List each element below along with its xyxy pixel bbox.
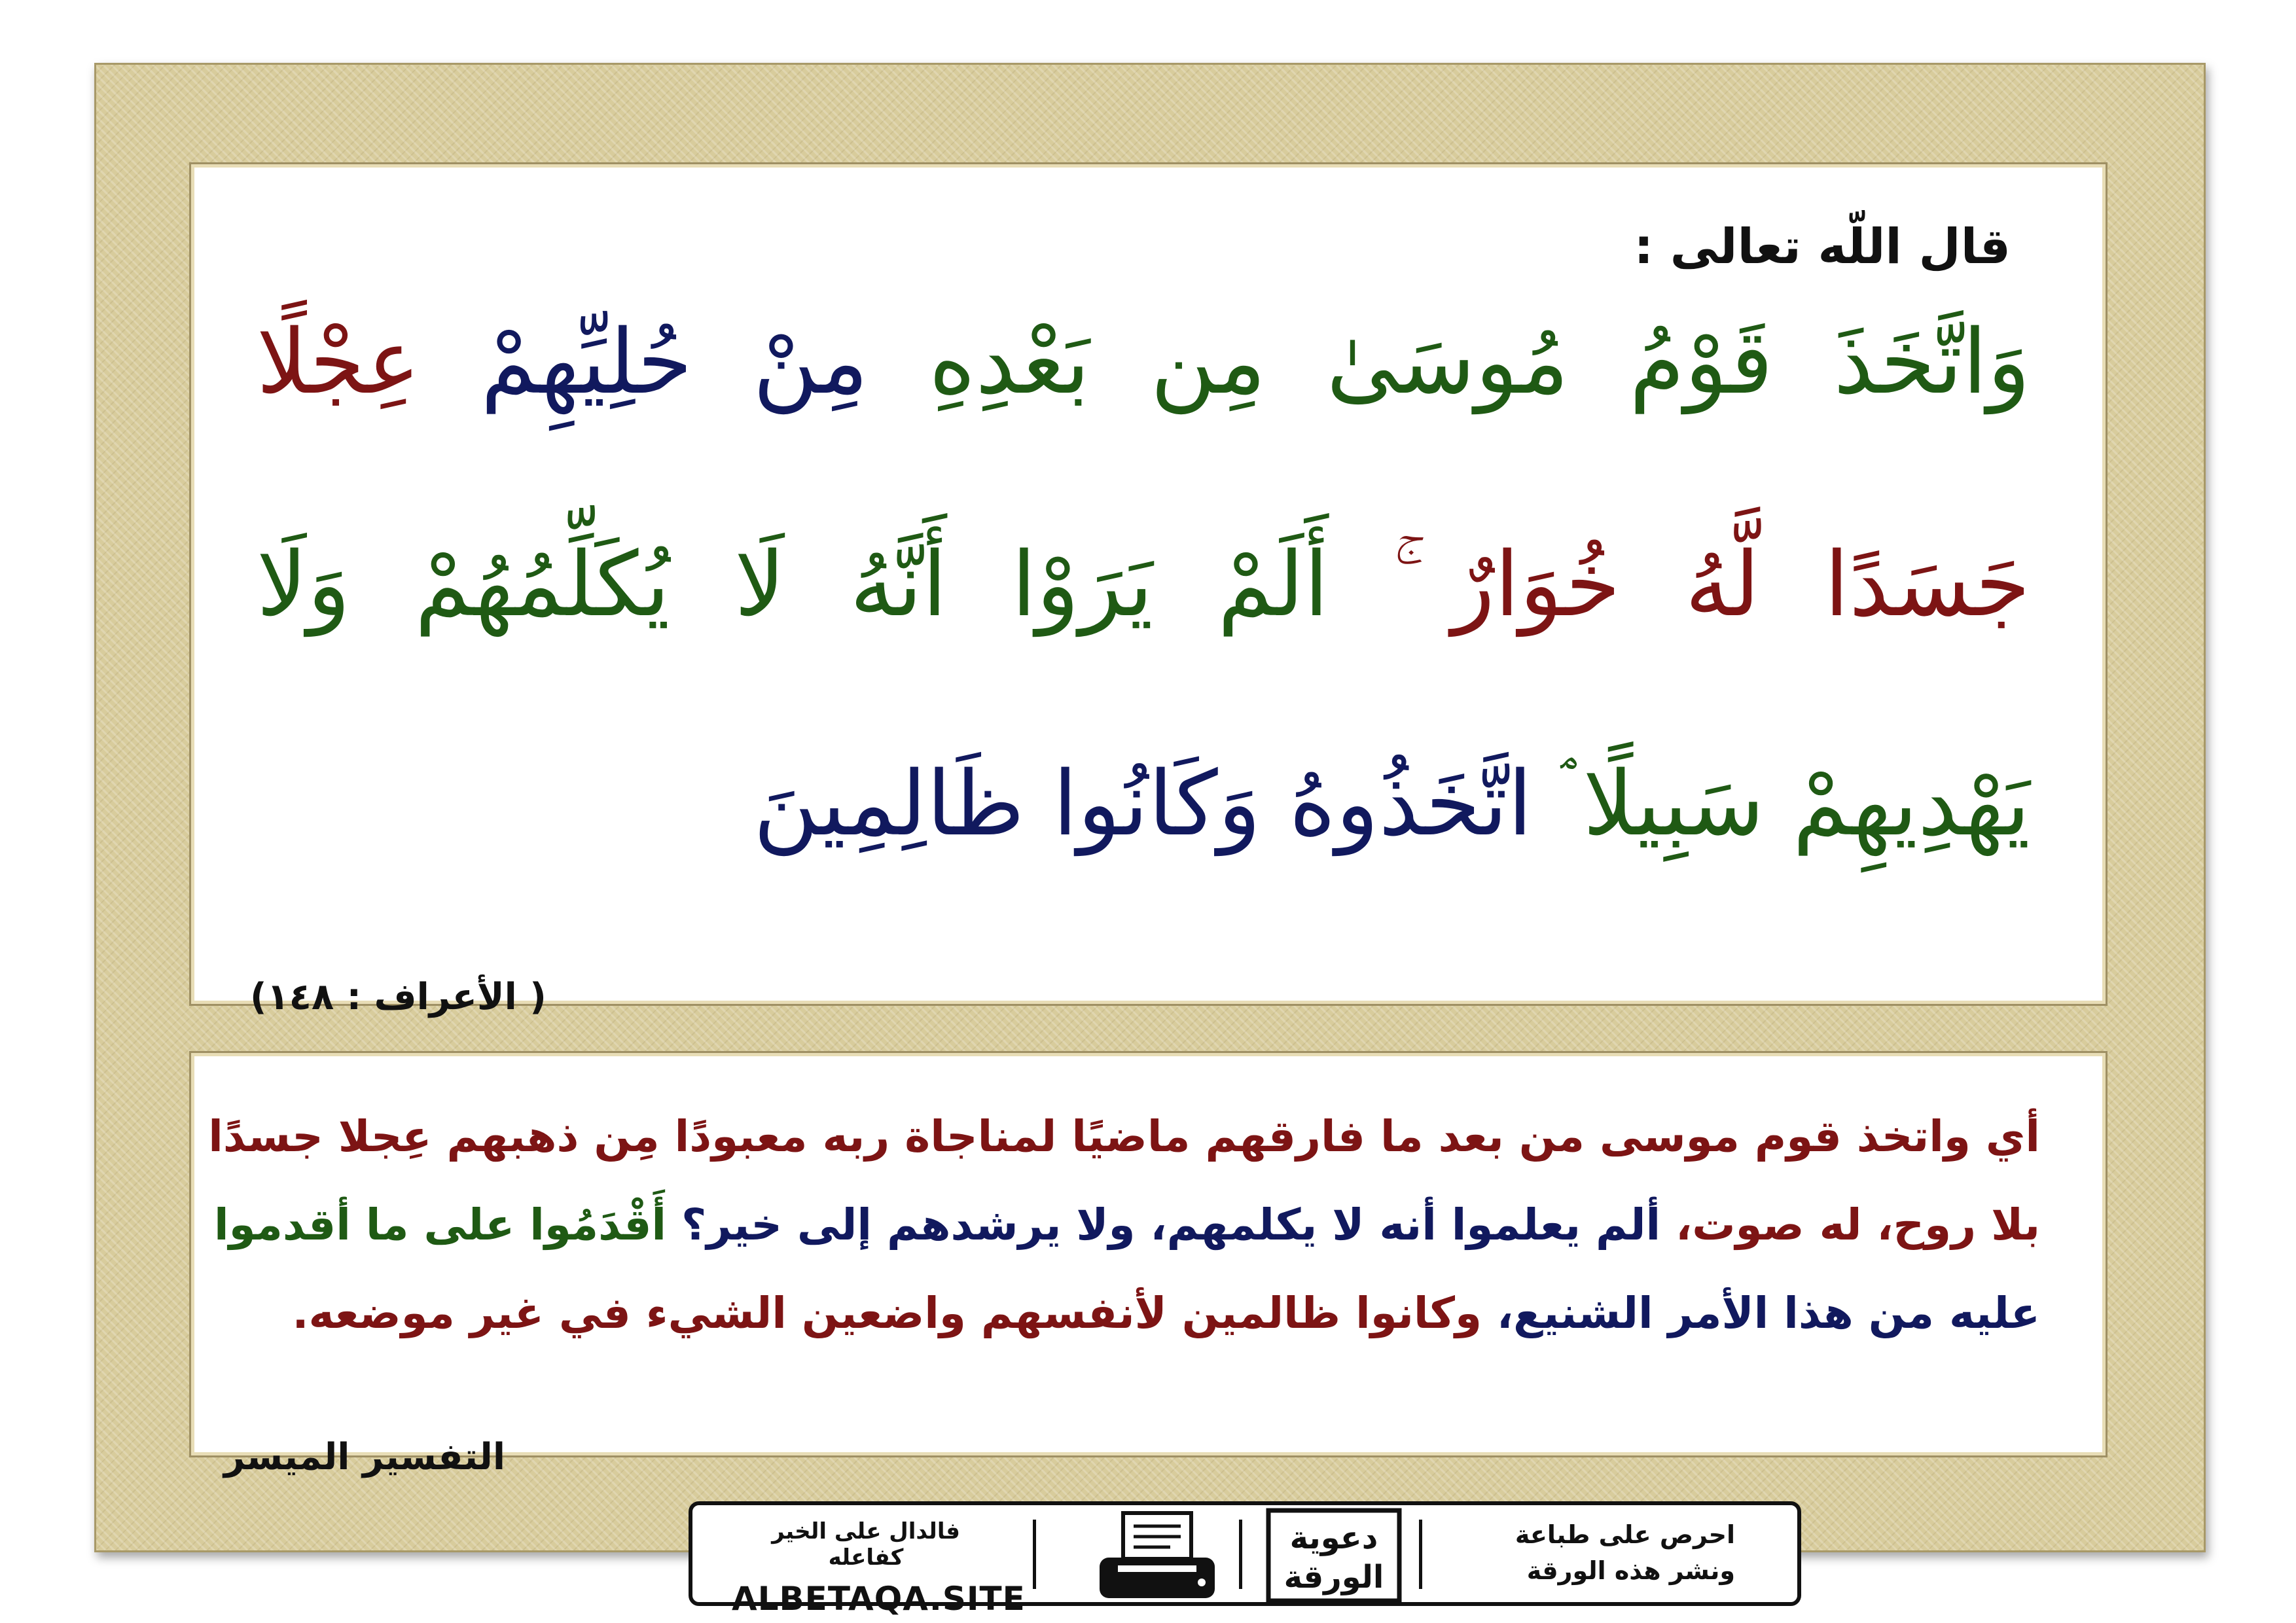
verse-word: لَا [734,533,785,637]
verse-word: لَّهُ [1685,533,1760,637]
verse-word: يَرَوْا [1011,533,1153,637]
tafsir-segment: وكانوا ظالمين لأنفسهم واضعين الشيء في غير موضعه. [292,1288,1482,1338]
decorative-frame [94,63,2206,1618]
verse-word: يُكَلِّمُهُمْ [414,533,670,637]
verse-word: عِجْلًا [257,311,421,414]
verse-word: أَنَّهُ [850,533,947,637]
tafsir-line-3 [292,1288,2040,1338]
verse-word: اتَّخَذُوهُ [1289,753,1533,856]
verse-word: قَوْمُ [1629,311,1774,414]
footer-bar [689,1501,1801,1618]
verse-word: مِن [1150,311,1266,414]
site-link[interactable]: ALBETAQA.SITE [732,1580,1026,1618]
tafsir-segment: أَقْدَمُوا على ما أقدموا [214,1200,667,1250]
verse-panel [194,168,2102,1018]
logo-text-top: دعوية [1289,1520,1378,1556]
footer-divider [1419,1520,1422,1589]
verse-word: بَعْدِهِ [929,311,1090,414]
footer-note-line-1: احرص على طباعة [1515,1520,1735,1549]
tafsir-panel [194,1056,2102,1452]
verse-word: مِنْ [753,311,869,414]
verse-word: ظَالِمِينَ [753,753,1025,856]
tafsir-line-1: أي واتخذ قوم موسى من بعد ما فارقهم ماضيًا لمناجاة ربه معبودًا مِن ذهبهم عِجلا جسدًا [208,1111,2040,1162]
verse-word: حُلِيِّهِمْ [480,311,692,414]
verse-line-1 [257,311,2030,414]
verse-word: وَلَا [257,533,351,637]
verse-word: أَلَمْ [1217,533,1329,637]
footer-note [1515,1517,1735,1589]
verse-word: سَبِيلًا ۘ [1560,753,1765,856]
verse-line-2 [257,533,2030,637]
tafsir-line-2 [214,1200,2040,1250]
verse-word: مُوسَىٰ [1326,311,1570,414]
calligraphy-logo-icon [1262,1507,1406,1607]
logo-text-bottom: الورقة [1283,1559,1384,1596]
tafsir-segment: ألم يعلموا أنه لا يكلمهم، ولا يرشدهم إلى خير؟ [681,1200,1661,1250]
footer-site-block [732,1518,1026,1618]
verse-word: وَاتَّخَذَ [1833,311,2030,414]
verse-word: وَكَانُوا [1052,753,1261,856]
verse-reference: ( الأعراف : ١٤٨) [250,976,547,1018]
footer-divider [1033,1520,1036,1589]
verse-word: يَهْدِيهِمْ [1793,753,2030,856]
footer-note-line-2: ونشر هذه الورقة [1526,1556,1735,1586]
tafsir-segment: بلا روح، له صوت، [1676,1200,2040,1250]
verse-word: جَسَدًا [1824,533,2030,637]
verse-word: خُوَارٌ ۚ [1393,533,1621,637]
tafsir-segment: عليه من هذا الأمر الشنيع، [1497,1288,2040,1338]
tafsir-source: التفسير الميسر [224,1436,506,1478]
printer-icon [1092,1509,1223,1610]
footer-divider [1239,1520,1242,1589]
verse-line-3 [753,753,2030,856]
verse-intro: قال اللّه تعالى : [1634,219,2011,275]
footer-slogan: فالدال على الخير كفاعله [772,1518,960,1571]
